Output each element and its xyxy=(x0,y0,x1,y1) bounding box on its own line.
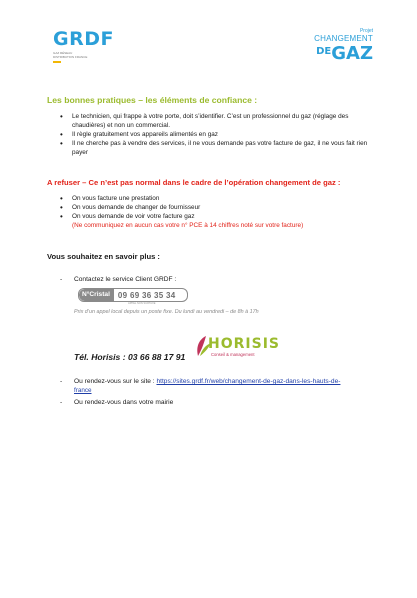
site-item xyxy=(62,377,340,386)
cristal-mini-caption: APPEL NON SURTAXÉ xyxy=(128,302,156,305)
projet-changement-label: CHANGEMENT xyxy=(314,34,373,43)
list-item: • On vous facture une prestation xyxy=(58,194,378,203)
pce-warning-note: (Ne communiquez en aucun cas votre n° PCE à 14 chiffres noté sur votre facture) xyxy=(72,222,304,229)
list-item: • Il règle gratuitement vos appareils alimentés en gaz xyxy=(58,130,378,139)
learn-more-heading: Vous souhaitez en savoir plus : xyxy=(47,252,160,261)
good-practices-list xyxy=(58,112,378,157)
mairie-label: Ou rendez-vous dans votre mairie xyxy=(74,399,174,406)
good-practices-heading: Les bonnes pratiques – les éléments de confiance : xyxy=(47,95,258,105)
list-item: • Le technicien, qui frappe à votre porte, doit s’identifier. C’est un professionnel du gaz (réglage des chaudières) et non un commercial. xyxy=(58,112,378,130)
grdf-logo-text: GRDF xyxy=(53,28,114,50)
grdf-yellow-bar xyxy=(53,61,61,63)
refuse-heading: A refuser – Ce n’est pas normal dans le cadre de l’opération changement de gaz : xyxy=(47,178,341,187)
mairie-item xyxy=(62,398,173,407)
site-label: Ou rendez-vous sur le site : xyxy=(74,378,157,385)
contact-grdf-item xyxy=(62,275,176,284)
projet-de-gaz-label xyxy=(305,43,373,63)
grdf-site-link[interactable]: https://sites.grdf.fr/web/changement-de-gaz-dans-les-hauts-de- xyxy=(156,378,341,385)
cristal-price-note: Prix d’un appel local depuis un poste fixe. Du lundi au vendredi – de 8h à 17h xyxy=(74,309,259,315)
grdf-site-link-continued[interactable]: france xyxy=(74,387,92,394)
list-item: • Il ne cherche pas à vendre des services, il ne vous demande pas votre facture de gaz, il ne vous fait rien payer xyxy=(58,139,378,157)
projet-de: DE xyxy=(316,46,332,57)
horisis-logo-text: HORISIS xyxy=(208,336,280,352)
grdf-tagline: GAZ RÉSEAU DISTRIBUTION FRANCE xyxy=(53,51,88,59)
contact-grdf-label: Contactez le service Client GRDF : xyxy=(74,276,177,283)
projet-gaz: GAZ xyxy=(331,43,373,64)
cristal-label: N°Cristal xyxy=(79,289,114,301)
projet-label: Projet xyxy=(359,28,373,34)
list-item xyxy=(58,212,378,230)
list-item-text: On vous demande de voir votre facture gaz xyxy=(72,213,195,220)
list-item: • On vous demande de changer de fournisseur xyxy=(58,203,378,212)
projet-changement-de-gaz-logo xyxy=(305,28,373,63)
refuse-list xyxy=(58,194,378,230)
grdf-logo xyxy=(53,30,113,70)
horisis-logo xyxy=(194,333,280,361)
horisis-phone[interactable]: Tél. Horisis : 03 66 88 17 91 xyxy=(74,352,186,362)
cristal-phone-number: 09 69 36 35 34 xyxy=(117,290,176,300)
cristal-phone-badge[interactable] xyxy=(78,288,188,302)
horisis-tagline: Conseil & management xyxy=(211,352,255,357)
